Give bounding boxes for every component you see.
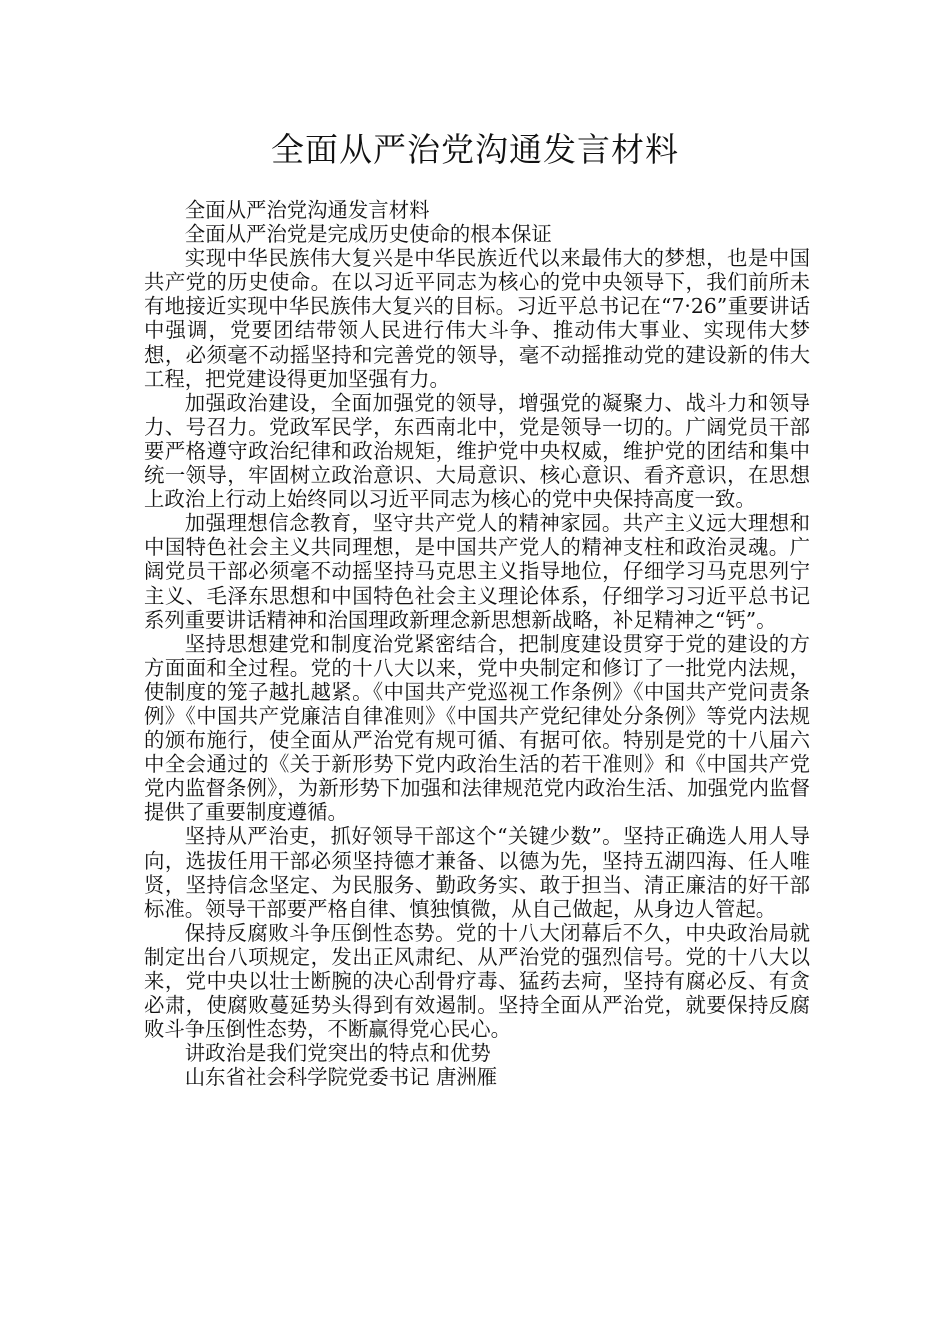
paragraph-heading: 讲政治是我们党突出的特点和优势 [184,1041,491,1066]
paragraph: 实现中华民族伟大复兴是中华民族近代以来最伟大的梦想，也是中国共产党的历史使命。在以习近平同志为核心的党中央领导下，我们前所未有地接近实现中华民族伟大复兴的目标。习近平总书记在“7·26”重要讲话中强调，党要团结带领人民进行伟大斗争、推动伟大事业、实现伟大梦想，必须毫不动摇坚持和完善党的领导，毫不动摇推动党的建设新的伟大工程，把党建设得更加坚强有力。 [144,246,810,391]
paragraph-subtitle: 全面从严治党沟通发言材料 [184,198,430,222]
paragraph: 加强理想信念教育，坚守共产党人的精神家园。共产主义远大理想和中国特色社会主义共同理想，是中国共产党人的精神支柱和政治灵魂。广阔党员干部必须毫不动摇坚持马克思主义指导地位，仔细学习马克思列宁主义、毛泽东思想和中国特色社会主义理论体系，仔细学习习近平总书记系列重要讲话精神和治国理政新理念新思想新战略，补足精神之“钙”。 [144,511,810,632]
paragraph: 坚持从严治吏，抓好领导干部这个“关键少数”。坚持正确选人用人导向，选拔任用干部必须坚持德才兼备、以德为先，坚持五湖四海、任人唯贤，坚持信念坚定、为民服务、勤政务实、敢于担当、清正廉洁的好干部标准。领导干部要严格自律、慎独慎微，从自己做起，从身边人管起。 [144,824,810,921]
document-title: 全面从严治党沟通发言材料 [271,130,679,169]
paragraph: 坚持思想建党和制度治党紧密结合，把制度建设贯穿于党的建设的方方面面和全过程。党的十八大以来，党中央制定和修订了一批党内法规，使制度的笼子越扎越紧。《中国共产党巡视工作条例》《中国共产党问责条例》《中国共产党廉洁自律准则》《中国共产党纪律处分条例》等党内法规的颁布施行，使全面从严治党有规可循、有据可依。特别是党的十八届六中全会通过的《关于新形势下党内政治生活的若干准则》和《中国共产党党内监督条例》，为新形势下加强和法律规范党内政治生活、加强党内监督提供了重要制度遵循。 [144,631,810,825]
author-line: 山东省社会科学院党委书记 唐洲雁 [184,1065,498,1090]
paragraph: 加强政治建设，全面加强党的领导，增强党的凝聚力、战斗力和领导力、号召力。党政军民学，东西南北中，党是领导一切的。广阔党员干部要严格遵守政治纪律和政治规矩，维护党中央权威，维护党的团结和集中统一领导，牢固树立政治意识、大局意识、核心意识、看齐意识，在思想上政治上行动上始终同以习近平同志为核心的党中央保持高度一致。 [144,390,810,512]
paragraph: 保持反腐败斗争压倒性态势。党的十八大闭幕后不久，中央政治局就制定出台八项规定，发出正风肃纪、从严治党的强烈信号。党的十八大以来，党中央以壮士断腕的决心刮骨疗毒、猛药去疴，坚持有腐必反、有贪必肃，使腐败蔓延势头得到有效遏制。坚持全面从严治党，就要保持反腐败斗争压倒性态势，不断赢得党心民心。 [144,920,810,1042]
paragraph-heading: 全面从严治党是完成历史使命的根本保证 [184,222,552,247]
document-body [144,198,810,1089]
